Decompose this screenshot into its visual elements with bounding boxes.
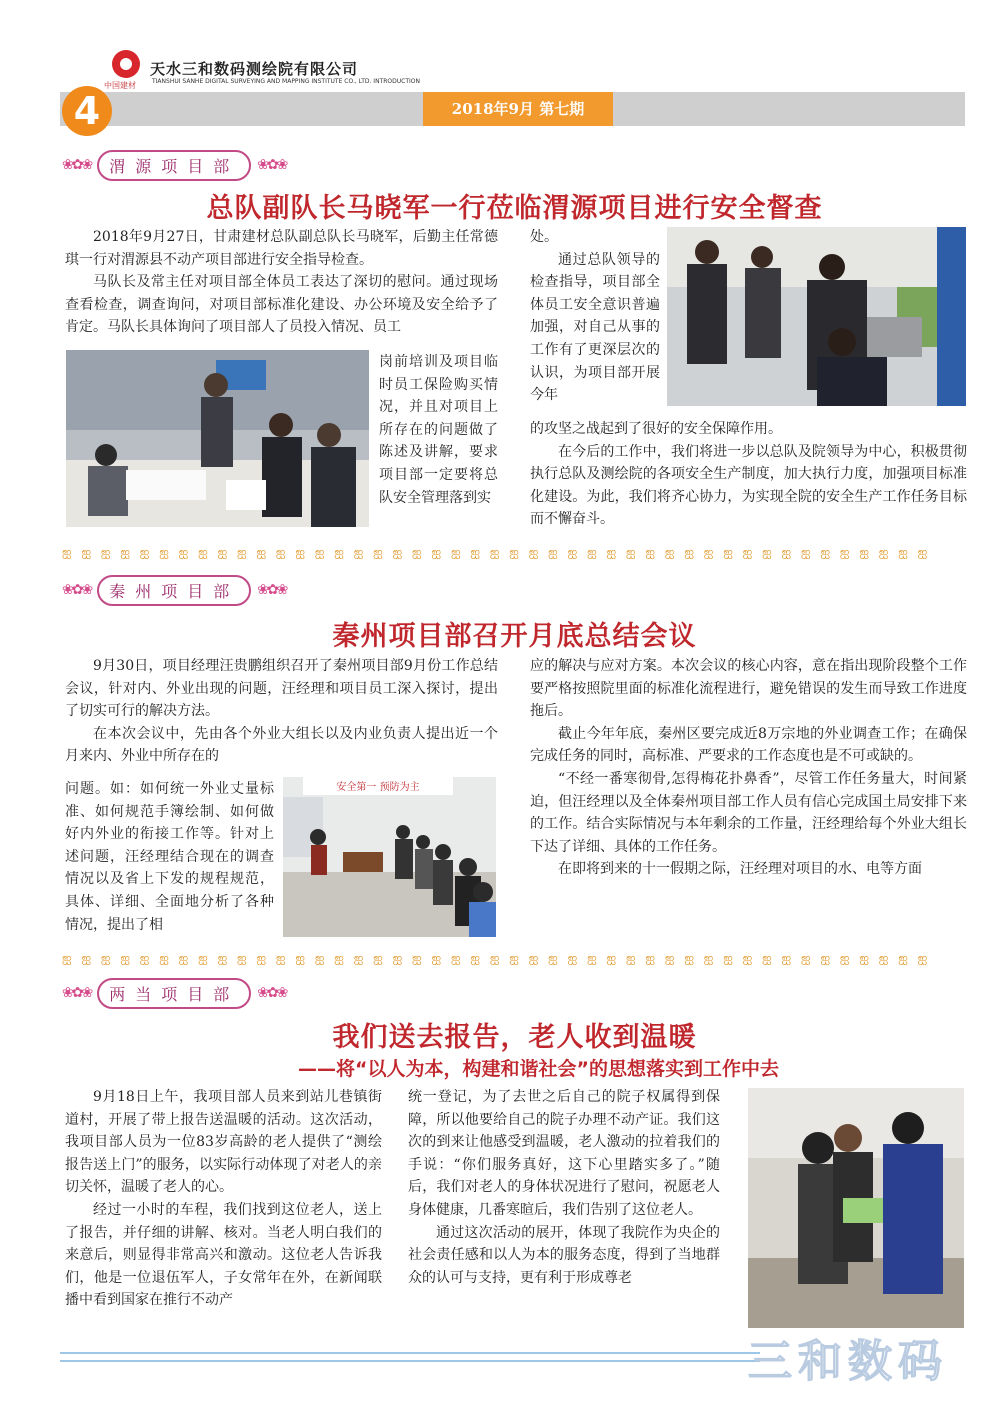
inspection-photo-1 (66, 350, 369, 527)
section-tag-qinzhou (62, 573, 286, 607)
paragraph: “不经一番寒彻骨,怎得梅花扑鼻香”，尽管工作任务量大，时间紧迫，但汪经理以及全体秦州项目部工作人员有信心完成国土局安排下来的工作。结合实际情况与本年剩余的工作量，汪经理给每个外业大组长下达了详细、具体的工作任务。 (530, 770, 967, 855)
company-name: 天水三和数码测绘院有限公司 (150, 60, 359, 78)
article-title: 我们送去报告，老人收到温暖 (332, 1022, 697, 1053)
ornament-divider: ஐ ஐ ஐ ஐ ஐ ஐ ஐ ஐ ஐ ஐ ஐ ஐ ஐ ஐ ஐ ஐ ஐ ஐ ஐ ஐ ஐ ஐ ஐ ஐ ஐ ஐ ஐ ஐ ஐ ஐ ஐ ஐ ஐ ஐ ஐ ஐ ஐ ஐ ஐ ஐ ஐ ஐ ஐ ஐ ஐ (62, 545, 931, 559)
section-label: 秦州项目部 (97, 575, 251, 606)
article3-left-column (65, 1086, 382, 1312)
paragraph: 通过总队领导的检查指导，项目部全体员工安全意识普遍加强，对自己从事的工作有了更深层次的认识，为项目部开展今年 (530, 251, 660, 404)
paragraph: 岗前培训及项目临时员工保险购买情况，并且对项目上所存在的问题做了陈述及讲解，要求项目部一定要将总队安全管理落到实 (379, 354, 498, 506)
inspection-photo-2 (667, 227, 966, 406)
section-label: 渭源项目部 (97, 150, 251, 181)
footer-rule (60, 1352, 760, 1362)
article1-left-narrow (379, 351, 498, 509)
meeting-photo (283, 777, 496, 937)
flower-ornament-icon: ❀✿❀ (257, 582, 287, 598)
paragraph: 处。 (530, 229, 558, 245)
article-title: 秦州项目部召开月底总结会议 (332, 621, 697, 652)
flower-ornament-icon: ❀✿❀ (62, 582, 92, 598)
paragraph: 9月18日上午，我项目部人员来到站儿巷镇街道村，开展了带上报告送温暖的活动。这次活动，我项目部人员为一位83岁高龄的老人提供了“测绘报告送上门”的服务，以实际行动体现了对老人的亲切关怀，温暖了老人的心。 (65, 1089, 382, 1196)
article2-right-column (530, 655, 967, 881)
paragraph: 问题。如：如何统一外业丈量标准、如何规范手簿绘制、如何做好内外业的衔接工作等。针对上述问题，汪经理结合现在的调查情况以及省上下发的规程规范，具体、详细、全面地分析了各种情况，提出了相 (65, 781, 274, 933)
paragraph: 马队长及常主任对项目部全体员工表达了深切的慰问。通过现场查看检查，调查询问，对项目部标准化建设、办公环境及安全给予了肯定。马队长具体询问了项目部人了员投入情况、员工 (65, 274, 498, 336)
section-tag-weiyuan (62, 148, 286, 182)
flower-ornament-icon: ❀✿❀ (257, 985, 287, 1001)
paragraph: 经过一小时的车程，我们找到这位老人，送上了报告，并仔细的讲解、核对。当老人明白我们的来意后，则显得非常高兴和激动。这位老人告诉我们，他是一位退伍军人，子女常年在外，在新闻联播中看到国家在推行不动产 (65, 1201, 382, 1309)
article-subtitle: ——将“以人为本，构建和谐社会”的思想落实到工作中去 (298, 1058, 779, 1080)
photo-banner-text: 安全第一 预防为主 (336, 782, 420, 793)
ornament-divider: ஐ ஐ ஐ ஐ ஐ ஐ ஐ ஐ ஐ ஐ ஐ ஐ ஐ ஐ ஐ ஐ ஐ ஐ ஐ ஐ ஐ ஐ ஐ ஐ ஐ ஐ ஐ ஐ ஐ ஐ ஐ ஐ ஐ ஐ ஐ ஐ ஐ ஐ ஐ ஐ ஐ ஐ ஐ ஐ ஐ (62, 951, 931, 965)
flower-ornament-icon: ❀✿❀ (62, 985, 92, 1001)
paragraph: 在今后的工作中，我们将进一步以总队及院领导为中心，积极贯彻执行总队及测绘院的各项安全生产制度，加大执行力度，加强项目标准化建设。为此，我们将齐心协力，为实现全院的安全生产工作任务目标而不懈奋斗。 (530, 443, 967, 528)
section-tag-liangdang (62, 976, 286, 1010)
paragraph: 应的解决与应对方案。本次会议的核心内容，意在指出现阶段整个工作要严格按照院里面的标准化流程进行，避免错误的发生而导致工作进度拖后。 (530, 658, 967, 720)
article3-middle-column (408, 1086, 720, 1289)
paragraph: 2018年9月27日，甘肃建材总队副总队长马晓军，后勤主任常德琪一行对渭源县不动产项目部进行安全指导检查。 (65, 229, 498, 268)
footer-watermark: 三和数码 (748, 1336, 948, 1387)
article1-left-column (65, 226, 498, 339)
elderly-visit-photo (748, 1088, 964, 1328)
paragraph: 通过这次活动的展开，体现了我院作为央企的社会责任感和以人为本的服务态度，得到了当地群众的认可与支持，更有利于形成尊老 (408, 1224, 720, 1286)
paragraph: 的攻坚之战起到了很好的安全保障作用。 (530, 421, 782, 437)
flower-ornament-icon: ❀✿❀ (257, 157, 287, 173)
article-title: 总队副队长马晓军一行莅临渭源项目进行安全督查 (206, 193, 823, 224)
paragraph: 在即将到来的十一假期之际，汪经理对项目的水、电等方面 (558, 861, 922, 878)
article2-left-column (65, 655, 498, 768)
paragraph: 在本次会议中，先由各个外业大组长以及内业负责人提出近一个月来内、外业中所存在的 (65, 725, 498, 765)
company-logo-icon (112, 50, 140, 78)
issue-label: 2018年9月 第七期 (423, 92, 613, 126)
paragraph: 统一登记，为了去世之后自己的院子权属得到保障，所以他要给自己的院子办理不动产证。我们这次的到来让他感受到温暖，老人激动的拉着我们的手说：“你们服务真好，这下心里踏实多了。”随后，我们对老人的身体状况进行了慰问，祝愿老人身体健康，几番寒暄后，我们告别了这位老人。 (408, 1089, 720, 1218)
page-number: 4 (62, 86, 112, 136)
article1-right-column (530, 418, 967, 531)
paragraph: 9月30日，项目经理汪贵鹏组织召开了秦州项目部9月份工作总结会议，针对内、外业出现的问题，汪经理和项目员工深入探讨，提出了切实可行的解决方法。 (65, 658, 498, 720)
company-name-en: TIANSHUI SANHE DIGITAL SURVEYING AND MAPPING INSTITUTE CO., LTD. INTRODUCTION (152, 78, 420, 85)
paragraph: 截止今年年底，秦州区要完成近8万宗地的外业调查工作；在确保完成任务的同时，高标准、严要求的工作态度也是不可或缺的。 (530, 725, 967, 765)
section-label: 两当项目部 (97, 978, 251, 1009)
article2-left-narrow (65, 778, 274, 936)
article1-right-narrow (530, 226, 660, 407)
logo-caption: 中国建材 (104, 81, 136, 90)
flower-ornament-icon: ❀✿❀ (62, 157, 92, 173)
